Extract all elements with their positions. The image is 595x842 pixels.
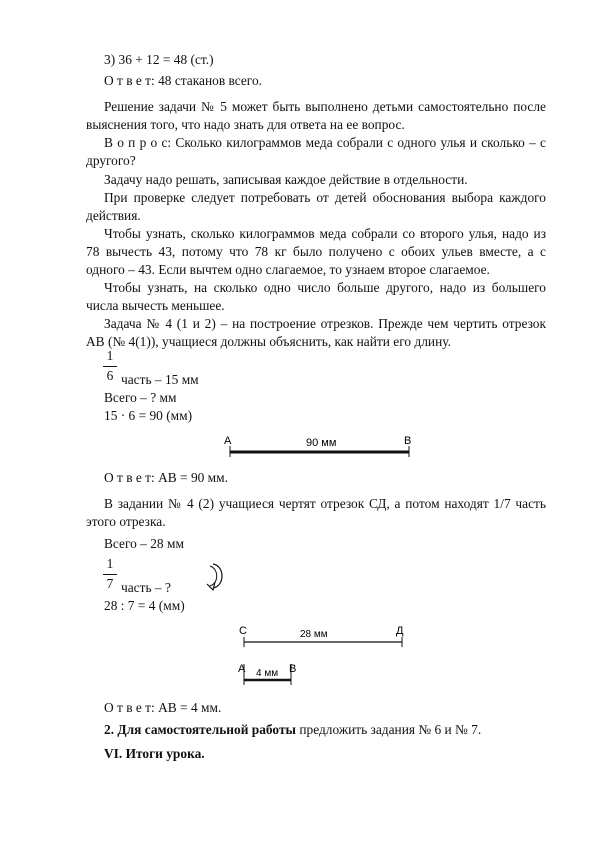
text-line: Всего – ? мм — [104, 390, 177, 405]
segment-length-label: 28 мм — [300, 629, 328, 640]
text-line: В о п р о с: Сколько килограммов меда собрали с одного улья и сколько – с — [104, 135, 546, 150]
text-line: Задача № 4 (1 и 2) – на построение отрезков. Прежде чем чертить отрезок — [104, 316, 546, 331]
text-line: При проверке следует потребовать от детей обоснования выбора каждого — [104, 190, 546, 205]
section-heading: VI. Итоги урока. — [104, 746, 205, 761]
text-line: Всего – 28 мм — [104, 536, 184, 551]
text-line: этого отрезка. — [86, 514, 166, 529]
text-line: 15 · 6 = 90 (мм) — [104, 408, 193, 423]
fraction-numerator: 1 — [106, 348, 114, 363]
fraction-one-sixth — [103, 348, 117, 384]
text-line: О т в е т: 48 стаканов всего. — [104, 73, 263, 88]
text-line: Чтобы узнать, сколько килограммов меда собрали со второго улья, надо из — [104, 226, 546, 241]
text-line: 28 : 7 = 4 (мм) — [104, 598, 185, 613]
point-label-d: Д — [396, 625, 404, 637]
fraction-denominator: 7 — [106, 576, 114, 591]
text-line: другого? — [86, 153, 136, 168]
bold-heading-fragment: 2. Для самостоятельной работы — [104, 722, 296, 737]
point-label-b: В — [404, 435, 412, 447]
point-label-a: А — [224, 435, 232, 447]
text-line: О т в е т: АВ = 4 мм. — [104, 700, 222, 715]
text-line: одного – 43. Если вычтем одно слагаемое, то узнаем второе слагаемое. — [86, 262, 490, 277]
text-line: О т в е т: АВ = 90 мм. — [104, 470, 228, 485]
text-line: действия. — [86, 208, 141, 223]
segment-ab-4-diagram — [236, 660, 300, 688]
fraction-denominator: 6 — [106, 368, 114, 383]
text-line: Решение задачи № 5 может быть выполнено детьми самостоятельно после — [104, 99, 546, 114]
text-line: 78 вычесть 43, потому что 78 кг было получено с обоих ульев вместе, а с — [86, 244, 546, 259]
point-label-a: А — [238, 663, 246, 675]
fraction-numerator: 1 — [106, 556, 114, 571]
fraction-bar — [103, 574, 117, 575]
text-line: часть – ? — [121, 580, 171, 595]
text-line: В задании № 4 (2) учащиеся чертят отрезок СД, а потом находят 1/7 часть — [104, 496, 546, 511]
text-line: АВ (№ 4(1)), учащиеся должны объяснить, как найти его длину. — [86, 334, 451, 349]
segment-length-label: 90 мм — [306, 437, 337, 449]
text-line — [104, 722, 481, 738]
point-label-c: С — [239, 625, 247, 637]
point-label-b: В — [289, 663, 297, 675]
fraction-bar — [103, 366, 117, 367]
fraction-one-seventh — [103, 556, 117, 592]
text-line: выяснения того, что надо знать для ответа на ее вопрос. — [86, 117, 405, 132]
text-line: числа вычесть меньшее. — [86, 298, 225, 313]
text-fragment: предложить задания № 6 и № 7. — [295, 722, 482, 737]
segment-ab-90-diagram — [220, 430, 420, 460]
curved-arrow-icon — [203, 560, 229, 594]
text-line: Задачу надо решать, записывая каждое действие в отдельности. — [104, 172, 468, 187]
text-line: Чтобы узнать, на сколько одно число больше другого, надо из большего — [104, 280, 546, 295]
segment-cd-28-diagram — [236, 622, 410, 650]
text-line: 3) 36 + 12 = 48 (ст.) — [104, 52, 214, 67]
text-line: часть – 15 мм — [121, 372, 199, 387]
segment-length-label: 4 мм — [256, 668, 279, 679]
